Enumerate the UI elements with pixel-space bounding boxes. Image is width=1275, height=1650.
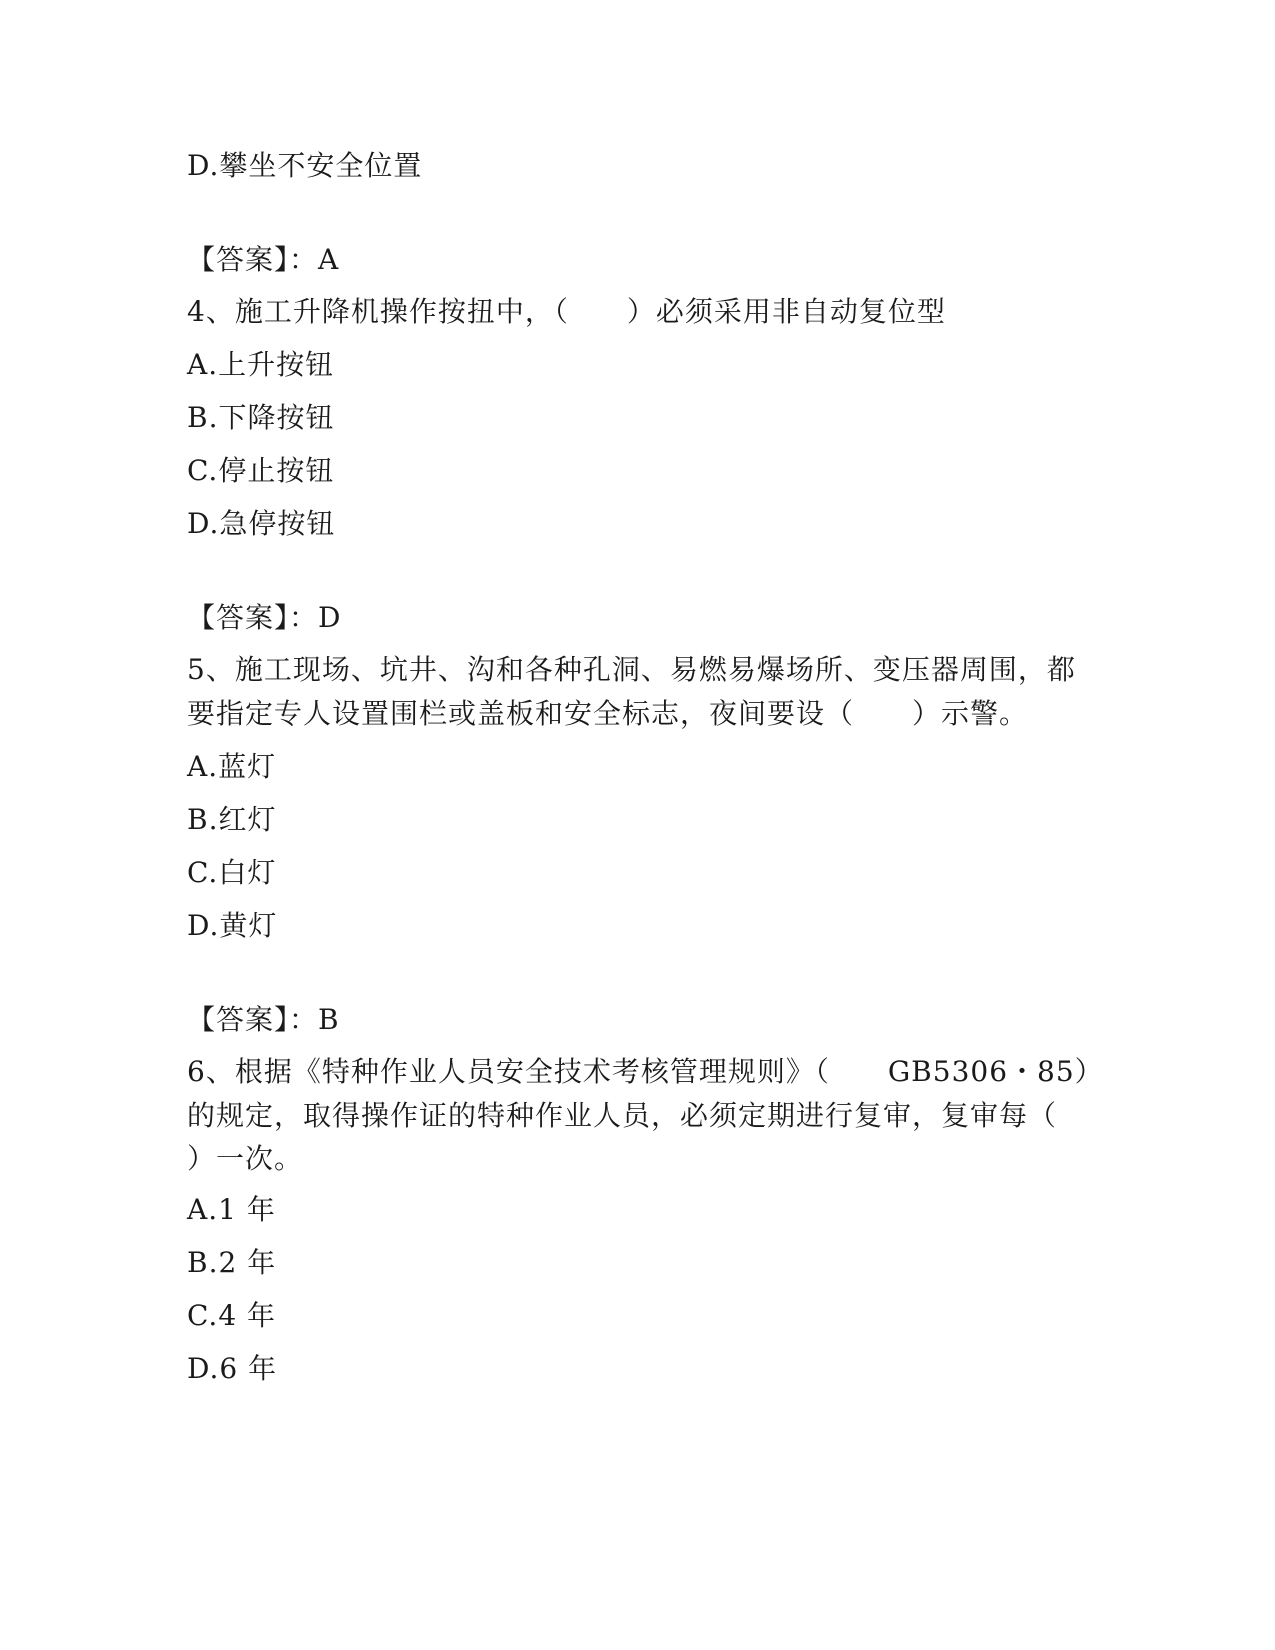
q6-option-c: C.4 年: [187, 1299, 277, 1332]
q4-option-c: C.停止按钮: [187, 454, 335, 487]
q6-option-d: D.6 年: [187, 1352, 278, 1385]
q4-option-a: A.上升按钮: [187, 348, 335, 381]
q6-stem-line1: 6、根据《特种作业人员安全技术考核管理规则》（ GB5306・85）: [187, 1055, 1104, 1088]
q6-stem-line3: ）一次。: [187, 1142, 304, 1175]
q4-stem: 4、施工升降机操作按扭中，（ ）必须采用非自动复位型: [187, 295, 946, 328]
q5-option-d: D.黄灯: [187, 909, 278, 942]
q5-stem-line1: 5、施工现场、坑井、沟和各种孔洞、易燃易爆场所、变压器周围，都: [187, 653, 1076, 686]
q4-answer: 【答案】：D: [187, 601, 342, 634]
q5-answer: 【答案】：B: [187, 1003, 340, 1036]
q4-option-d: D.急停按钮: [187, 507, 336, 540]
q5-stem-line2: 要指定专人设置围栏或盖板和安全标志，夜间要设（ ）示警。: [187, 697, 1029, 730]
q5-option-c: C.白灯: [187, 856, 277, 889]
answer-prev: 【答案】：A: [187, 243, 340, 276]
q6-option-a: A.1 年: [187, 1193, 276, 1226]
q4-option-b: B.下降按钮: [187, 401, 335, 434]
q5-option-b: B.红灯: [187, 803, 277, 836]
q5-option-a: A.蓝灯: [187, 750, 277, 783]
option-d-prev: D.攀坐不安全位置: [187, 149, 423, 182]
q6-option-b: B.2 年: [187, 1246, 277, 1279]
q6-stem-line2: 的规定，取得操作证的特种作业人员，必须定期进行复审，复审每（: [187, 1099, 1058, 1132]
